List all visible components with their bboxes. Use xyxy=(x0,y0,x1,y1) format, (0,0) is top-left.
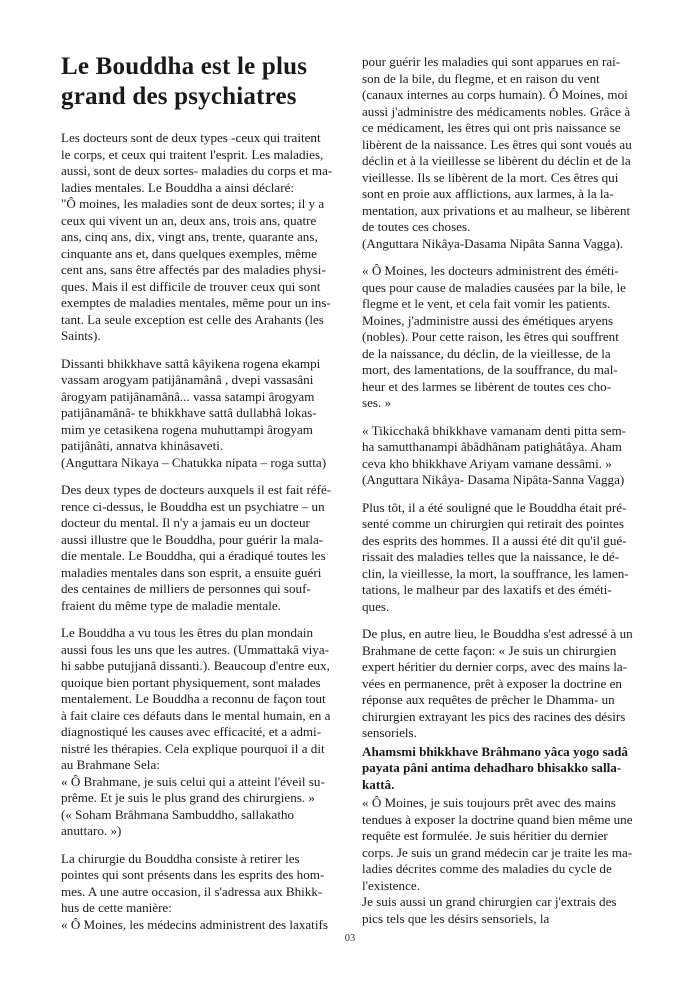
paragraph-psychiatrist xyxy=(61,482,351,614)
text-line: ce médicament, les êtres qui ont pris naissance se xyxy=(362,120,621,135)
text-line: corps. Je suis un grand médecin car je traite les ma- xyxy=(362,844,633,860)
paragraph-madness xyxy=(61,625,351,840)
text-line: aussi, sont de deux sortes- maladies du corps et ma- xyxy=(61,163,333,178)
text-line: hi sabbe putujjanâ dissanti.). Beaucoup d'entre eux, xyxy=(61,658,330,673)
text-line: « Ô Moines, les docteurs administrent des éméti- xyxy=(362,263,619,278)
text-line: vées en permanence, prêt à exposer la doctrine en xyxy=(362,675,622,691)
text-line: expert héritier du dernier corps, avec des mains la- xyxy=(362,659,628,674)
text-line: Les docteurs sont de deux types -ceux qui traitent xyxy=(61,130,321,145)
text-line: Ahamsmi bhikkhave Brâhmano yâca yogo sadâ xyxy=(362,743,628,759)
text-line: aussi illustre que le Bouddha, pour guérir la mala- xyxy=(61,531,324,547)
text-line: sont en proie aux afflictions, aux larmes, à la la- xyxy=(362,186,614,201)
text-line: nistré les thérapies. Cela explique pourquoi il a dit xyxy=(61,740,325,756)
text-line: De plus, en autre lieu, le Bouddha s'est adressé à un xyxy=(362,626,633,641)
text-line: senté comme un chirurgien qui retirait des pointes xyxy=(362,516,624,531)
text-line: ârogyam patijânamânâ... vassa satampi ârogyam xyxy=(61,388,315,404)
text-line: Brahmane de cette façon: « Je suis un chirurgien xyxy=(362,642,617,658)
text-line: Je suis aussi un grand chirurgien car j'extrais des xyxy=(362,894,617,909)
text-line: Moines, j'administre aussi des émétiques aryens xyxy=(362,312,614,328)
text-line: mort, des lamentations, de la souffrance, du mal- xyxy=(362,362,618,377)
text-line: cent ans, sans être affectés par des maladies physi- xyxy=(61,262,326,277)
paragraph-pali-emetics xyxy=(362,423,652,489)
text-line: ceux qui vivent un an, deux ans, trois ans, quatre xyxy=(61,212,317,228)
title-line: Le Bouddha est le plus xyxy=(61,53,308,80)
text-line: libèrent de la naissance. Les êtres qui sont voués au xyxy=(362,136,632,152)
text-line: Dissanti bhikkhave sattâ kâyikena rogena ekampi xyxy=(61,355,321,371)
text-line: aussi fous les uns que les autres. (Ummattakâ viya- xyxy=(61,641,329,657)
text-line: tendues à exposer la doctrine quand bien même une xyxy=(362,811,633,827)
text-line: mim ye cetasikena rogena muhuttampi ârogyam xyxy=(61,421,313,437)
text-line: (Anguttara Nikaya – Chatukka nipata – roga sutta) xyxy=(61,454,327,470)
text-line: heur et des larmes se libèrent de toutes ces cho- xyxy=(362,378,612,394)
paragraph-pali-quote xyxy=(61,356,351,472)
text-line: exemptes de maladies mentales, même pour un ins- xyxy=(61,295,331,310)
paragraph-intro xyxy=(61,130,351,345)
text-line: flegme et le vent, et cela fait vomir les patients. xyxy=(362,296,611,311)
text-line: rissait des maladies telles que la naissance, le dé- xyxy=(362,549,620,564)
text-line: docteur du mental. Il n'y a jamais eu un docteur xyxy=(61,515,310,530)
text-line: anuttaro. ») xyxy=(61,823,122,838)
text-line: mes. A une autre occasion, il s'adressa aux Bhikk- xyxy=(61,883,323,899)
text-line: payata pâni antima dehadharo bhisakko salla- xyxy=(362,760,622,775)
left-column xyxy=(61,52,351,944)
text-line: La chirurgie du Bouddha consiste à retirer les xyxy=(61,850,300,866)
paragraph-medicines xyxy=(362,54,652,252)
text-line: vassam arogyam patijânamânâ , dvepi vassasâni xyxy=(61,372,314,387)
text-line: requête est formulée. Je suis héritier du dernier xyxy=(362,828,608,843)
page-number: 03 xyxy=(344,933,356,944)
text-line: Saints). xyxy=(61,328,101,343)
text-line: Plus tôt, il a été souligné que le Bouddha était pré- xyxy=(362,499,627,515)
text-line: Le Bouddha a vu tous les êtres du plan mondain xyxy=(61,625,314,640)
text-line: tations, le malheur par des laxatifs et des éméti- xyxy=(362,582,612,597)
text-line: de la naissance, du déclin, de la vieillesse, de la xyxy=(362,345,611,361)
title-line: grand des psychiatres xyxy=(61,83,297,110)
text-line: « Ô Moines, je suis toujours prêt avec des mains xyxy=(362,795,616,810)
text-line: de toutes ces choses. xyxy=(362,219,471,234)
text-line: le corps, et ceux qui traitent l'esprit. Les maladies, xyxy=(61,146,324,162)
text-line: l'existence. xyxy=(362,877,420,893)
text-line: fraient du même type de maladie mentale. xyxy=(61,597,281,613)
text-line: mentalement. Le Bouddha a reconnu de façon tout xyxy=(61,691,326,706)
text-line: (Anguttara Nikâya-Dasama Nipâta Sanna Vagga). xyxy=(362,235,624,251)
text-line: diagnostiqué les causes avec efficacité, et a admi- xyxy=(61,724,322,739)
text-line: ques pour cause de maladies causées par la bile, le xyxy=(362,279,626,295)
text-line: kattâ. xyxy=(362,776,395,792)
text-line: Des deux types de docteurs auxquels il est fait réfé- xyxy=(61,482,332,497)
text-line: (nobles). Pour cette raison, les êtres qui souffrent xyxy=(362,329,619,344)
text-line: sensoriels. xyxy=(362,725,417,740)
text-line: patijânâti, annatva khinâsaveti. xyxy=(61,438,224,453)
text-line: « Ô Brahmane, je suis celui qui a atteint l'éveil su- xyxy=(61,773,325,789)
text-line: mentation, aux privations et au malheur, se libèrent xyxy=(362,202,631,218)
text-line: (Anguttara Nikâya- Dasama Nipâta-Sanna Vagga) xyxy=(362,472,625,487)
text-line: "Ô moines, les maladies sont de deux sortes; il y a xyxy=(61,196,325,211)
text-line: vieillesse. Ils se libèrent de la mort. Ces êtres qui xyxy=(362,169,619,185)
text-line: pour guérir les maladies qui sont apparues en rai- xyxy=(362,54,621,69)
paragraph-surgery xyxy=(61,851,351,934)
text-line: patijânamânâ- te bhikkhave sattâ dullabhâ lokas- xyxy=(61,405,317,420)
text-line: ceva kho bhikkhave Ariyam vamane dessâmi. » xyxy=(362,455,612,471)
page-title xyxy=(61,52,351,112)
text-line: ans, cinq ans, dix, vingt ans, trente, quarante ans, xyxy=(61,229,318,244)
text-line: pics tels que les désirs sensoriels, la xyxy=(362,910,550,926)
text-line: son de la bile, du flegme, et en raison du vent xyxy=(362,70,600,86)
paragraph-brahmane xyxy=(362,626,652,742)
text-line: cinquante ans et, dans quelques exemples, même xyxy=(61,245,317,261)
paragraph-surgeon xyxy=(362,500,652,616)
text-line: des centaines de milliers de personnes qui souf- xyxy=(61,581,311,596)
text-line: (« Soham Brâhmana Sambuddho, sallakatho xyxy=(61,806,295,822)
text-line: ques. xyxy=(362,598,390,614)
text-line: clin, la vieillesse, la mort, la souffrance, les lamen- xyxy=(362,565,629,581)
text-line: chirurgien extrayant les pics des racines des désirs xyxy=(362,708,626,724)
right-column xyxy=(362,54,652,938)
text-line: hus de cette manière: xyxy=(61,900,172,915)
paragraph-emetics xyxy=(362,263,652,412)
text-line: « Ô Moines, les médecins administrent des laxatifs xyxy=(61,916,328,932)
text-line: rence ci-dessus, le Bouddha est un psychiatre – un xyxy=(61,498,325,514)
text-line: pointes qui sont présents dans les esprits des hom- xyxy=(61,867,325,882)
text-line: ques. Mais il est difficile de trouver ceux qui sont xyxy=(61,278,321,294)
text-line: déclin et à la vieillesse se libèrent du déclin et de la xyxy=(362,153,631,168)
text-line: die mentale. Le Bouddha, qui a éradiqué toutes les xyxy=(61,548,326,563)
text-line: ses. » xyxy=(362,395,392,410)
text-line: ladies décrites comme des maladies du cycle de xyxy=(362,861,612,876)
text-line: des esprits des hommes. Il a aussi été dit qu'il gué- xyxy=(362,532,627,548)
text-line: maladies mentales dans son esprit, a ensuite guéri xyxy=(61,564,322,580)
text-line: « Tikicchakâ bhikkhave vamanam denti pitta sem- xyxy=(362,422,626,438)
paragraph-monks-ready xyxy=(362,795,652,927)
text-line: au Brahmane Sela: xyxy=(61,757,160,772)
text-line: prême. Et je suis le plus grand des chirurgiens. » xyxy=(61,790,315,805)
text-line: ha samutthanampi âbâdhânam patighâtâya. Aham xyxy=(362,439,622,454)
text-line: à fait claire ces défauts dans le mental humain, en a xyxy=(61,707,331,723)
text-line: (canaux internes au corps humain). Ô Moines, moi xyxy=(362,87,628,102)
paragraph-pali-bold xyxy=(362,744,652,794)
text-line: ladies mentales. Le Bouddha a ainsi déclaré: xyxy=(61,179,295,195)
text-line: quoique bien portant physiquement, sont malades xyxy=(61,674,321,690)
text-line: aussi j'administre des médicaments nobles. Grâce à xyxy=(362,103,631,119)
text-line: réponse aux requêtes de prêcher le Dhamma- un xyxy=(362,692,615,707)
text-line: tant. La seule exception est celle des Arahants (les xyxy=(61,311,324,327)
